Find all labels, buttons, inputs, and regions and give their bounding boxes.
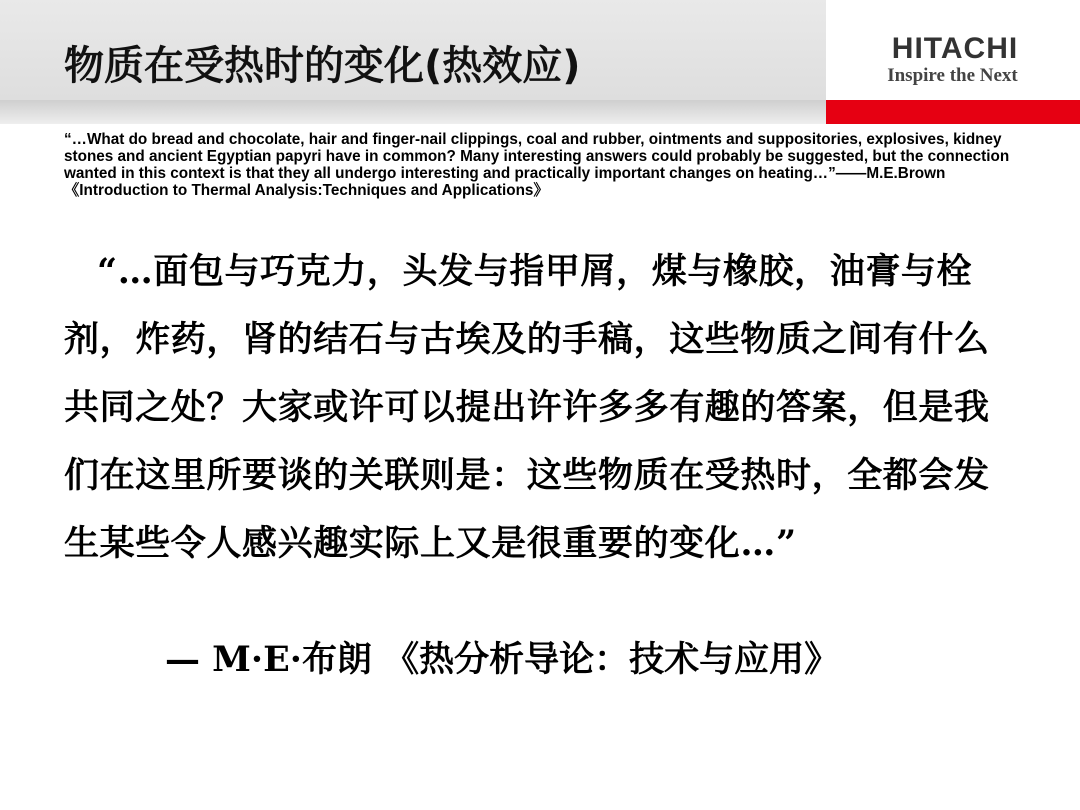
header-divider: [0, 100, 826, 124]
english-quote: “…What do bread and chocolate, hair and finger-nail clippings, coal and rubber, ointments and suppositories, explosives, kidney stones and ancient Egyptian papyri have in common? Many interesting answers could probably be suggested, but the connection wanted in this context is that they all undergo interesting and practically important changes on heating…”——M.E.Brown《Introduction to Thermal Analysis:Techniques and Applications》: [64, 131, 1010, 199]
slide-title: 物质在受热时的变化(热效应): [64, 43, 581, 89]
hitachi-logo: HITACHI: [891, 32, 1019, 65]
chinese-quote: “…面包与巧克力，头发与指甲屑，煤与橡胶，油膏与栓剂，炸药，肾的结石与古埃及的手稿，这些物质之间有什么共同之处？大家或许可以提出许许多多有趣的答案，但是我们在这里所要谈的关联则是：这些物质在受热时，全都会发生某些令人感兴趣实际上又是很重要的变化…”: [64, 251, 990, 564]
logo-tagline: Inspire the Next: [887, 65, 1018, 86]
quote-attribution: — M·E·布朗 《热分析导论：技术与应用》: [165, 639, 840, 680]
